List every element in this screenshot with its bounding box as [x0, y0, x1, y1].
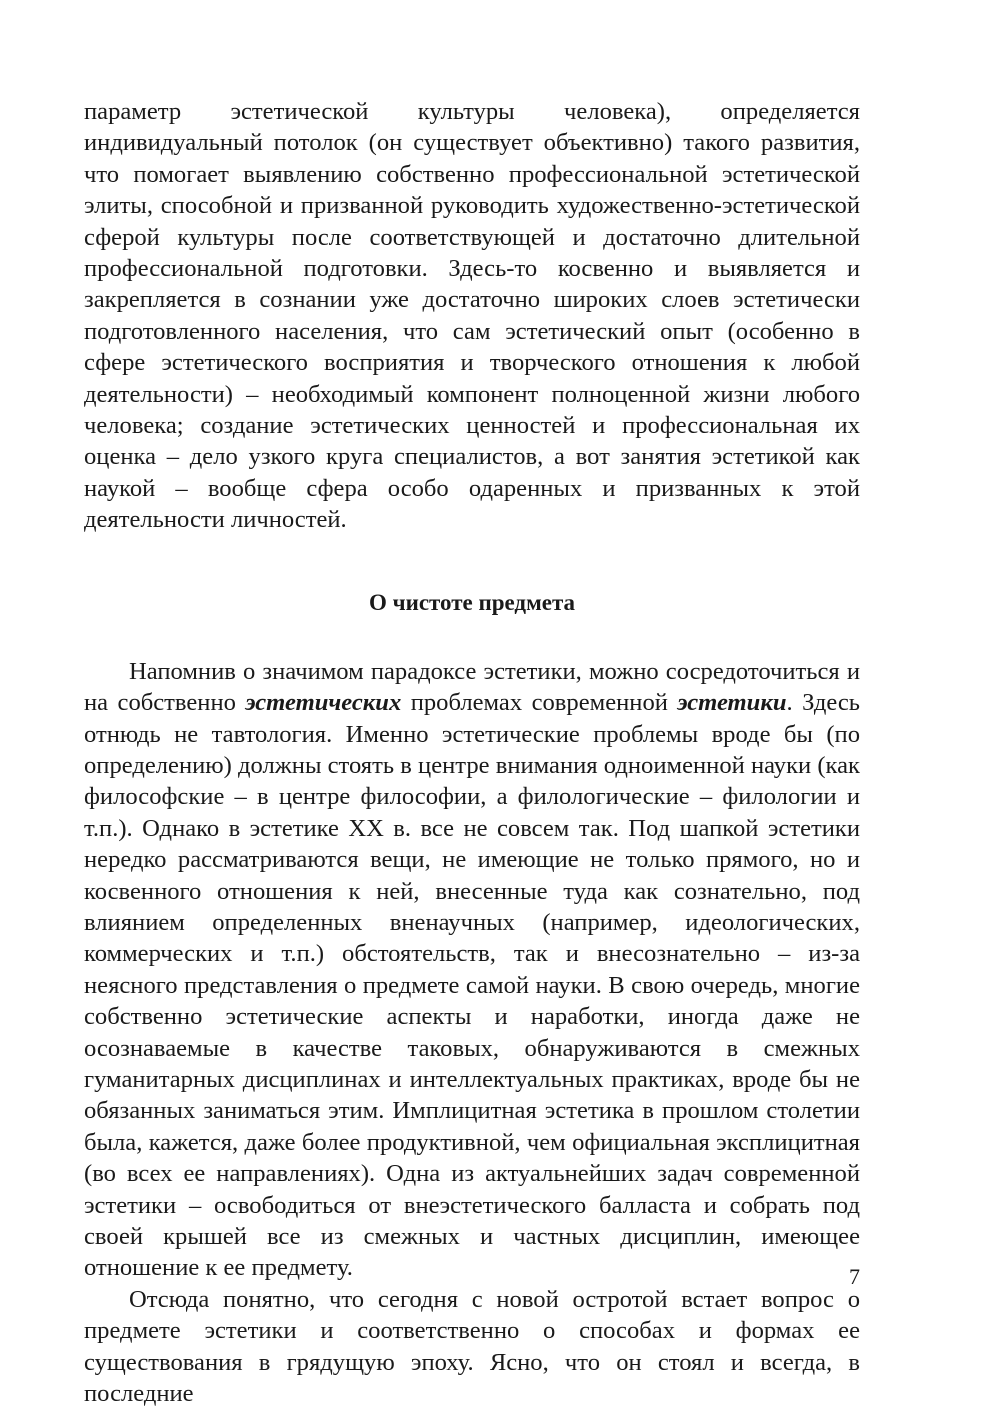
section-heading: О чистоте предмета [368, 589, 576, 615]
spacer [84, 618, 860, 656]
paragraph-text: Напомнив о значимом парадоксе эстетики, можно сосредоточиться и на собственно [84, 657, 860, 717]
page-body [84, 96, 860, 1409]
emphasis-aesthetic: эстетических [245, 689, 402, 717]
page-number: 7 [849, 1264, 860, 1289]
emphasis-aesthetics: эстетики [677, 689, 787, 717]
spacer [84, 536, 860, 588]
paragraph-conclusion: Отсюда понятно, что сегодня с новой остротой встает вопрос о предмете эстетики и соответственно о способах и формах ее существования в грядущую эпоху. Ясно, что он стоял и всегда, в последние [84, 1285, 860, 1408]
paragraph-continuation: параметр эстетической культуры человека), определяется индивидуальный потолок (он существует объективно) такого развития, что помогает выявлению собственно профессиональной эстетической элиты, способной и призванной руководить художественно-эстетической сферой культуры после соответствующей и достаточно длительной профессиональной подготовки. Здесь-то косвенно и выявляется и закрепляется в сознании уже достаточно широких слоев эстетически подготовленного населения, что сам эстетический опыт (особенно в сфере эстетического восприятия и творческого отношения к любой деятельности) – необходимый компонент полноценной жизни любого человека; создание эстетических ценностей и профессиональная их оценка – дело узкого круга специалистов, а вот занятия эстетикой как наукой – вообще сфера особо одаренных и призванных к этой деятельности личностей. [84, 98, 860, 534]
paragraph-text: проблемах современной [401, 689, 678, 717]
paragraph-text: . Здесь отнюдь не тавтология. Именно эстетические проблемы вроде бы (по определению) должны стоять в центре внимания одноименной науки (как философские – в центре философии, а филологические – филологии и т.п.). Однако в эстетике XX в. все не совсем так. Под шапкой эстетики нередко рассматриваются вещи, не имеющие не только прямого, но и косвенного отношения к ней, внесенные туда как сознательно, под влиянием определенных вненаучных (например, идеологических, коммерческих и т.п.) обстоятельств, так и внесознательно – из-за неясного представления о предмете самой науки. В свою очередь, многие собственно эстетические аспекты и наработки, иногда даже не осознаваемые в качестве таковых, обнаруживаются в смежных гуманитарных дисциплинах и интеллектуальных практиках, вроде бы не обязанных заниматься этим. Имплицитная эстетика в прошлом столетии была, кажется, даже более продуктивной, чем официальная эксплицитная (во всех ее направлениях). Одна из актуальнейших задач современной эстетики – освободиться от внеэстетического балласта и собрать под своей крышей все из смежных и частных дисциплин, имеющее отношение к ее предмету. [84, 689, 860, 1282]
paragraph-subject-purity [84, 656, 860, 1284]
